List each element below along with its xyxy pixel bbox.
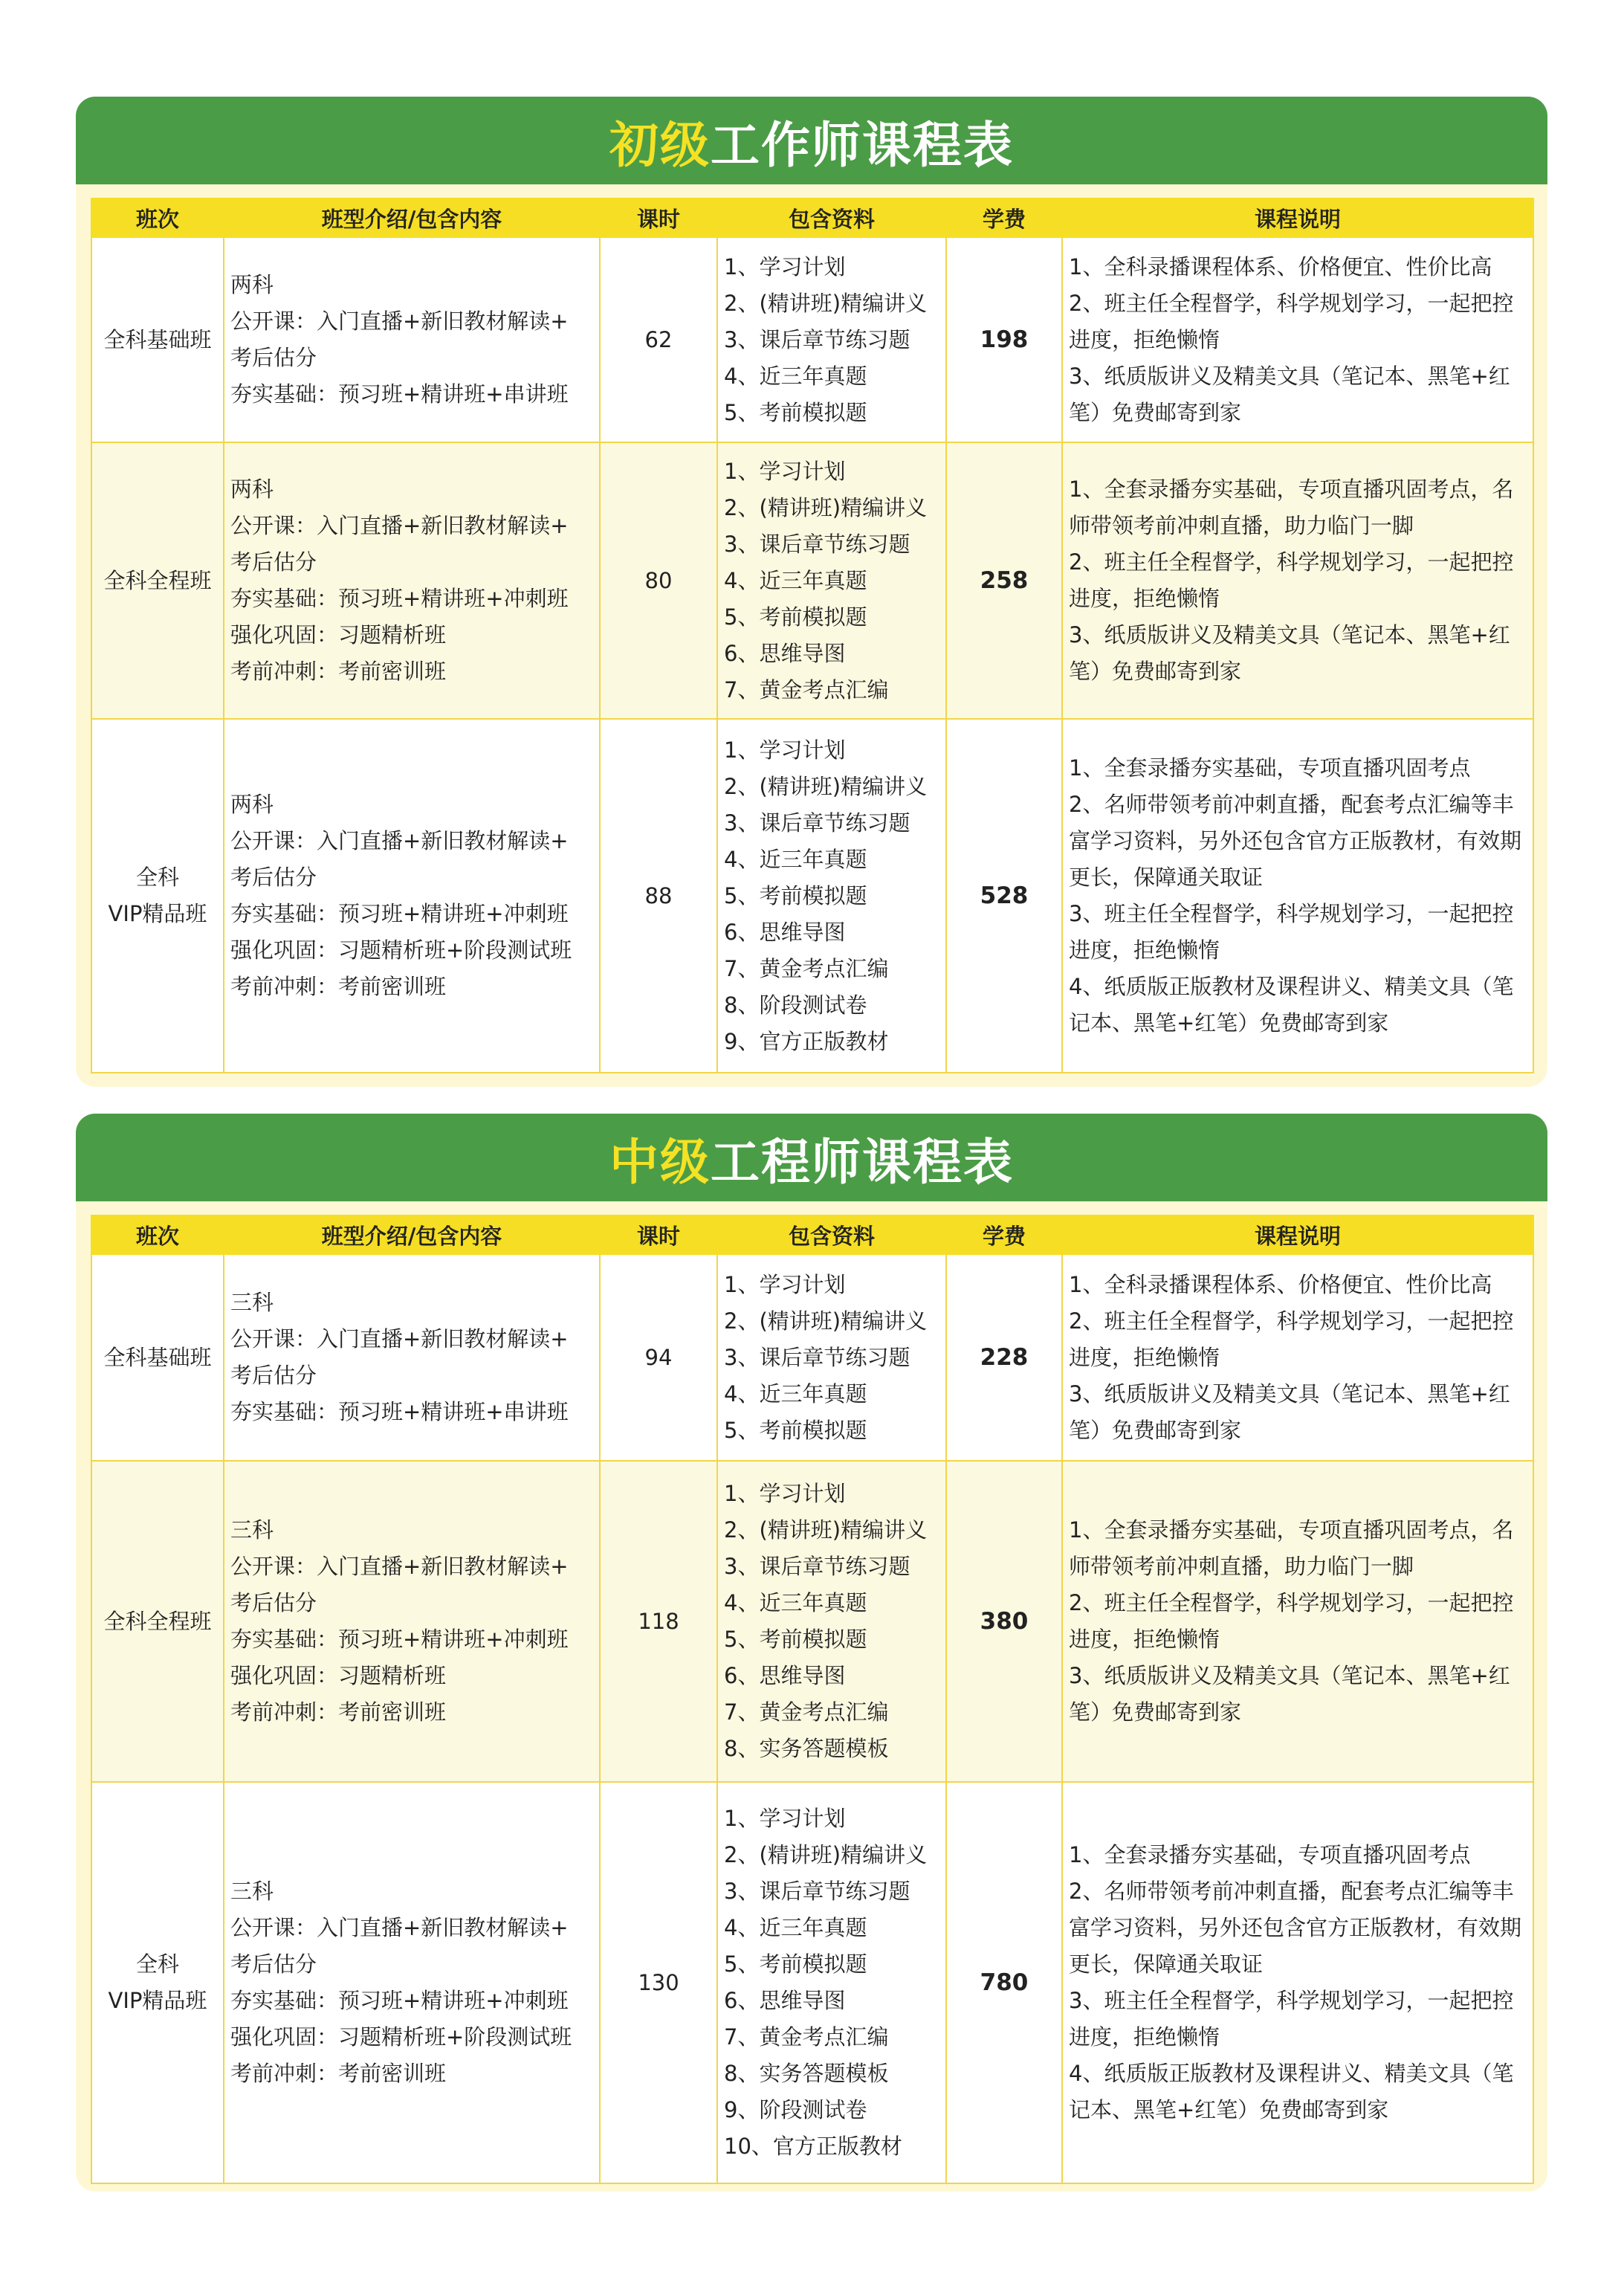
hours-cell: 88 xyxy=(600,719,717,1073)
materials-cell-line: 3、课后章节练习题 xyxy=(724,531,910,557)
hours-cell: 80 xyxy=(600,442,717,719)
class-content-cell-line: 公开课：入门直播+新旧教材解读+ xyxy=(230,1554,569,1579)
description-cell-line: 2、班主任全程督学，科学规划学习，一起把控进度，拒绝懒惰 xyxy=(1069,1590,1514,1652)
col-header-class: 班次 xyxy=(91,1215,224,1254)
materials-cell-line: 5、考前模拟题 xyxy=(724,1417,867,1443)
materials-cell-line: 2、(精讲班)精编讲义 xyxy=(724,1308,928,1334)
class-content-cell-line: 公开课：入门直播+新旧教材解读+ xyxy=(230,309,569,334)
class-content-cell xyxy=(224,1254,600,1461)
materials-cell-line: 7、黄金考点汇编 xyxy=(724,2024,889,2050)
materials-cell-line: 6、思维导图 xyxy=(724,1988,846,2013)
materials-cell-line: 1、学习计划 xyxy=(724,1271,846,1297)
class-content-cell-line: 强化巩固：习题精析班+阶段测试班 xyxy=(230,937,572,963)
class-content-cell-line: 强化巩固：习题精析班+阶段测试班 xyxy=(230,2024,572,2050)
col-header-content: 班型介绍/包含内容 xyxy=(224,198,600,237)
description-cell-line: 3、班主任全程督学，科学规划学习，一起把控进度，拒绝懒惰 xyxy=(1069,901,1514,963)
description-cell xyxy=(1062,442,1533,719)
class-content-cell-line: 两科 xyxy=(230,477,274,502)
hours-cell: 62 xyxy=(600,237,717,442)
materials-cell-line: 3、课后章节练习题 xyxy=(724,1879,910,1904)
description-cell-line: 1、全科录播课程体系、价格便宜、性价比高 xyxy=(1069,254,1492,280)
materials-cell-line: 3、课后章节练习题 xyxy=(724,1554,910,1579)
hours-cell: 118 xyxy=(600,1461,717,1782)
class-content-cell-line: 夯实基础：预习班+精讲班+冲刺班 xyxy=(230,901,569,926)
materials-cell-line: 2、(精讲班)精编讲义 xyxy=(724,773,928,799)
class-name-cell xyxy=(91,1461,224,1782)
class-name-cell-line: 全科 xyxy=(135,1951,179,1977)
table-row xyxy=(91,1782,1533,2183)
col-header-materials: 包含资料 xyxy=(717,1215,946,1254)
class-name-cell-line: 全科全程班 xyxy=(103,567,212,593)
class-content-cell-line: 考后估分 xyxy=(230,865,317,890)
class-content-cell-line: 夯实基础：预习班+精讲班+冲刺班 xyxy=(230,1627,569,1652)
description-cell-line: 2、班主任全程督学，科学规划学习，一起把控进度，拒绝懒惰 xyxy=(1069,1308,1514,1370)
description-cell-line: 1、全套录播夯实基础，专项直播巩固考点 xyxy=(1069,755,1471,781)
table-row xyxy=(91,1254,1533,1461)
description-cell xyxy=(1062,237,1533,442)
class-content-cell xyxy=(224,442,600,719)
description-cell-line: 4、纸质版正版教材及课程讲义、精美文具（笔记本、黑笔+红笔）免费邮寄到家 xyxy=(1069,974,1514,1036)
materials-cell-line: 7、黄金考点汇编 xyxy=(724,955,889,981)
materials-cell xyxy=(717,719,946,1073)
description-cell-line: 3、纸质版讲义及精美文具（笔记本、黑笔+红笔）免费邮寄到家 xyxy=(1069,363,1510,425)
class-content-cell-line: 考前冲刺：考前密训班 xyxy=(230,659,447,684)
description-cell-line: 1、全套录播夯实基础，专项直播巩固考点 xyxy=(1069,1842,1471,1867)
table-row xyxy=(91,237,1533,442)
materials-cell-line: 9、官方正版教材 xyxy=(724,1028,889,1054)
title-level: 初级 xyxy=(609,116,711,174)
col-header-hours: 课时 xyxy=(600,1215,717,1254)
description-cell-line: 1、全科录播课程体系、价格便宜、性价比高 xyxy=(1069,1271,1492,1297)
table-row xyxy=(91,1461,1533,1782)
course-table xyxy=(91,1215,1534,2184)
materials-cell-line: 7、黄金考点汇编 xyxy=(724,676,889,703)
materials-cell-line: 5、考前模拟题 xyxy=(724,604,867,630)
description-cell xyxy=(1062,719,1533,1073)
description-cell-line: 3、纸质版讲义及精美文具（笔记本、黑笔+红笔）免费邮寄到家 xyxy=(1069,1381,1510,1443)
class-name-cell-line: 全科基础班 xyxy=(103,326,212,352)
materials-cell-line: 4、近三年真题 xyxy=(724,1915,867,1940)
class-content-cell-line: 考后估分 xyxy=(230,345,317,370)
col-header-description: 课程说明 xyxy=(1062,1215,1533,1254)
materials-cell-line: 8、实务答题模板 xyxy=(724,1736,889,1761)
class-content-cell-line: 公开课：入门直播+新旧教材解读+ xyxy=(230,513,569,538)
materials-cell-line: 1、学习计划 xyxy=(724,1806,846,1831)
description-cell xyxy=(1062,1782,1533,2183)
materials-cell xyxy=(717,1254,946,1461)
class-content-cell-line: 考后估分 xyxy=(230,1363,317,1388)
class-content-cell xyxy=(224,1782,600,2183)
materials-cell-line: 3、课后章节练习题 xyxy=(724,810,910,836)
description-cell-line: 2、名师带领考前冲刺直播，配套考点汇编等丰富学习资料，另外还包含官方正版教材，有效期更长，保障通关取证 xyxy=(1069,1879,1522,1977)
class-name-cell xyxy=(91,1782,224,2183)
description-cell-line: 3、纸质版讲义及精美文具（笔记本、黑笔+红笔）免费邮寄到家 xyxy=(1069,1663,1510,1725)
header-row xyxy=(91,1215,1533,1254)
description-cell-line: 1、全套录播夯实基础，专项直播巩固考点，名师带领考前冲刺直播，助力临门一脚 xyxy=(1069,477,1514,538)
fee-cell: 780 xyxy=(946,1782,1062,2183)
description-cell-line: 3、班主任全程督学，科学规划学习，一起把控进度，拒绝懒惰 xyxy=(1069,1988,1514,2050)
materials-cell-line: 4、近三年真题 xyxy=(724,846,867,872)
class-content-cell-line: 公开课：入门直播+新旧教材解读+ xyxy=(230,1326,569,1352)
table-row xyxy=(91,442,1533,719)
class-name-cell-line: 全科全程班 xyxy=(103,1608,212,1634)
description-cell xyxy=(1062,1461,1533,1782)
materials-cell xyxy=(717,442,946,719)
title-text: 工程师课程表 xyxy=(711,1133,1014,1191)
description-cell-line: 2、班主任全程督学，科学规划学习，一起把控进度，拒绝懒惰 xyxy=(1069,549,1514,611)
description-cell-line: 2、名师带领考前冲刺直播，配套考点汇编等丰富学习资料，另外还包含官方正版教材，有效期更长，保障通关取证 xyxy=(1069,792,1522,890)
panel-title xyxy=(609,106,1014,176)
panel-header xyxy=(76,97,1547,184)
materials-cell-line: 10、官方正版教材 xyxy=(724,2134,902,2159)
course-table-panel-intermediate xyxy=(76,1114,1547,2192)
materials-cell-line: 5、考前模拟题 xyxy=(724,1951,867,1977)
materials-cell-line: 2、(精讲班)精编讲义 xyxy=(724,1842,928,1867)
class-content-cell-line: 考后估分 xyxy=(230,549,317,575)
class-content-cell xyxy=(224,237,600,442)
class-content-cell-line: 强化巩固：习题精析班 xyxy=(230,1663,447,1688)
description-cell-line: 2、班主任全程督学，科学规划学习，一起把控进度，拒绝懒惰 xyxy=(1069,290,1514,352)
materials-cell-line: 4、近三年真题 xyxy=(724,1590,867,1615)
materials-cell-line: 5、考前模拟题 xyxy=(724,882,867,908)
description-cell-line: 1、全套录播夯实基础，专项直播巩固考点，名师带领考前冲刺直播，助力临门一脚 xyxy=(1069,1517,1514,1579)
fee-cell: 380 xyxy=(946,1461,1062,1782)
hours-cell: 130 xyxy=(600,1782,717,2183)
description-cell-line: 4、纸质版正版教材及课程讲义、精美文具（笔记本、黑笔+红笔）免费邮寄到家 xyxy=(1069,2061,1514,2122)
col-header-hours: 课时 xyxy=(600,198,717,237)
class-content-cell-line: 夯实基础：预习班+精讲班+冲刺班 xyxy=(230,1988,569,2013)
description-cell-line: 3、纸质版讲义及精美文具（笔记本、黑笔+红笔）免费邮寄到家 xyxy=(1069,622,1510,684)
materials-cell-line: 2、(精讲班)精编讲义 xyxy=(724,1517,928,1543)
class-content-cell-line: 公开课：入门直播+新旧教材解读+ xyxy=(230,1915,569,1940)
class-name-cell xyxy=(91,237,224,442)
materials-cell-line: 7、黄金考点汇编 xyxy=(724,1699,889,1725)
col-header-class: 班次 xyxy=(91,198,224,237)
materials-cell-line: 4、近三年真题 xyxy=(724,363,867,389)
class-name-cell xyxy=(91,719,224,1073)
header-row xyxy=(91,198,1533,237)
class-content-cell-line: 三科 xyxy=(230,1290,274,1315)
class-content-cell-line: 三科 xyxy=(230,1517,274,1543)
panel-title xyxy=(609,1123,1014,1193)
table-body xyxy=(91,1254,1533,2183)
class-name-cell-line: VIP精品班 xyxy=(108,1988,207,2013)
class-content-cell-line: 考后估分 xyxy=(230,1590,317,1615)
materials-cell-line: 9、阶段测试卷 xyxy=(724,2097,867,2122)
class-name-cell xyxy=(91,442,224,719)
fee-cell: 228 xyxy=(946,1254,1062,1461)
materials-cell-line: 6、思维导图 xyxy=(724,919,846,945)
col-header-content: 班型介绍/包含内容 xyxy=(224,1215,600,1254)
materials-cell xyxy=(717,1782,946,2183)
class-content-cell-line: 夯实基础：预习班+精讲班+串讲班 xyxy=(230,381,569,407)
materials-cell-line: 5、考前模拟题 xyxy=(724,399,867,425)
col-header-description: 课程说明 xyxy=(1062,198,1533,237)
description-cell xyxy=(1062,1254,1533,1461)
materials-cell-line: 4、近三年真题 xyxy=(724,1381,867,1407)
materials-cell-line: 3、课后章节练习题 xyxy=(724,326,910,352)
class-content-cell-line: 两科 xyxy=(230,792,274,817)
class-content-cell xyxy=(224,1461,600,1782)
course-table xyxy=(91,198,1534,1073)
class-content-cell-line: 考后估分 xyxy=(230,1951,317,1977)
hours-cell: 94 xyxy=(600,1254,717,1461)
class-name-cell-line: 全科 xyxy=(135,865,179,890)
materials-cell xyxy=(717,1461,946,1782)
materials-cell-line: 1、学习计划 xyxy=(724,458,846,484)
materials-cell-line: 8、阶段测试卷 xyxy=(724,992,867,1018)
class-name-cell-line: VIP精品班 xyxy=(108,901,207,926)
materials-cell-line: 6、思维导图 xyxy=(724,640,846,666)
class-content-cell-line: 强化巩固：习题精析班 xyxy=(230,622,447,648)
materials-cell-line: 2、(精讲班)精编讲义 xyxy=(724,494,928,520)
materials-cell-line: 3、课后章节练习题 xyxy=(724,1344,910,1370)
panel-header xyxy=(76,1114,1547,1201)
materials-cell-line: 8、实务答题模板 xyxy=(724,2061,889,2086)
class-content-cell-line: 考前冲刺：考前密训班 xyxy=(230,2061,447,2086)
title-level: 中级 xyxy=(609,1133,711,1191)
class-name-cell-line: 全科基础班 xyxy=(103,1344,212,1370)
course-table-panel-junior xyxy=(76,97,1547,1087)
materials-cell-line: 1、学习计划 xyxy=(724,254,846,280)
class-content-cell-line: 夯实基础：预习班+精讲班+冲刺班 xyxy=(230,586,569,611)
materials-cell xyxy=(717,237,946,442)
table-row xyxy=(91,719,1533,1073)
class-content-cell-line: 公开课：入门直播+新旧教材解读+ xyxy=(230,828,569,853)
materials-cell-line: 4、近三年真题 xyxy=(724,567,867,593)
fee-cell: 528 xyxy=(946,719,1062,1073)
col-header-fee: 学费 xyxy=(946,198,1062,237)
col-header-materials: 包含资料 xyxy=(717,198,946,237)
table-body xyxy=(91,237,1533,1073)
class-content-cell xyxy=(224,719,600,1073)
materials-cell-line: 6、思维导图 xyxy=(724,1663,846,1688)
materials-cell-line: 5、考前模拟题 xyxy=(724,1627,867,1652)
materials-cell-line: 1、学习计划 xyxy=(724,1481,846,1506)
materials-cell-line: 1、学习计划 xyxy=(724,737,846,763)
class-content-cell-line: 夯实基础：预习班+精讲班+串讲班 xyxy=(230,1399,569,1424)
class-content-cell-line: 三科 xyxy=(230,1879,274,1904)
fee-cell: 198 xyxy=(946,237,1062,442)
col-header-fee: 学费 xyxy=(946,1215,1062,1254)
materials-cell-line: 2、(精讲班)精编讲义 xyxy=(724,290,928,316)
fee-cell: 258 xyxy=(946,442,1062,719)
class-content-cell-line: 考前冲刺：考前密训班 xyxy=(230,1699,447,1725)
class-name-cell xyxy=(91,1254,224,1461)
title-text: 工作师课程表 xyxy=(711,116,1014,174)
class-content-cell-line: 两科 xyxy=(230,272,274,297)
class-content-cell-line: 考前冲刺：考前密训班 xyxy=(230,974,447,999)
